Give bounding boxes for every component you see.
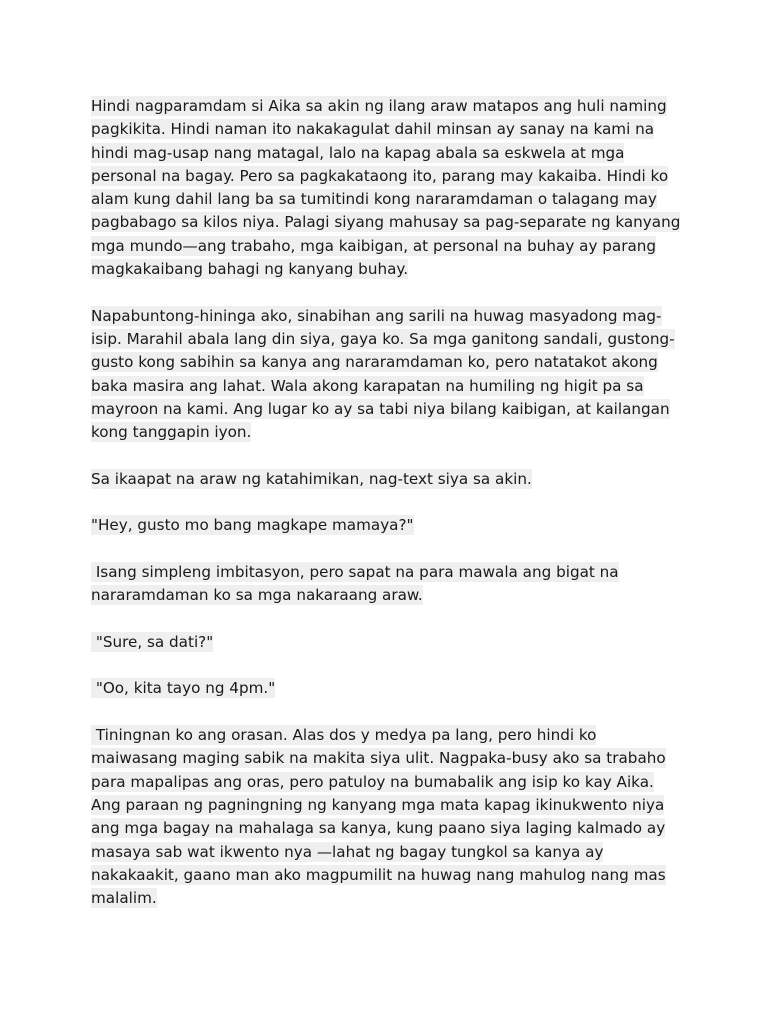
text-line: magkakaibang bahagi ng kanyang buhay. bbox=[91, 260, 409, 279]
text-line: pagbabago sa kilos niya. Palagi siyang mahusay sa pag-separate ng kanyang bbox=[91, 213, 681, 232]
paragraph-8 bbox=[91, 724, 691, 910]
text-line: Isang simpleng imbitasyon, pero sapat na para mawala ang bigat na bbox=[91, 562, 619, 581]
document-body bbox=[91, 95, 691, 934]
text-line: alam kung dahil lang ba sa tumitindi kong nararamdaman o talagang may bbox=[91, 190, 657, 209]
text-line: "Hey, gusto mo bang magkape mamaya?" bbox=[91, 516, 414, 535]
text-line: "Oo, kita tayo ng 4pm." bbox=[91, 679, 276, 698]
text-line: Ang paraan ng pagningning ng kanyang mga mata kapag ikinukwento niya bbox=[91, 795, 665, 814]
text-line: pagkikita. Hindi naman ito nakakagulat dahil minsan ay sanay na kami na bbox=[91, 120, 655, 139]
text-line: Tiningnan ko ang orasan. Alas dos y medya pa lang, pero hindi ko bbox=[91, 726, 597, 745]
text-line: kong tanggapin iyon. bbox=[91, 423, 252, 442]
text-line: para mapalipas ang oras, pero patuloy na bumabalik ang isip ko kay Aika. bbox=[91, 772, 654, 791]
text-line: ang mga bagay na mahalaga sa kanya, kung paano siya laging kalmado ay bbox=[91, 819, 666, 838]
text-line: maiwasang maging sabik na makita siya ulit. Nagpaka-busy ako sa trabaho bbox=[91, 749, 666, 768]
text-line: Napabuntong-hininga ako, sinabihan ang sarili na huwag masyadong mag- bbox=[91, 306, 662, 325]
text-line: hindi mag-usap nang matagal, lalo na kapag abala sa eskwela at mga bbox=[91, 143, 625, 162]
text-line: mayroon na kami. Ang lugar ko ay sa tabi niya bilang kaibigan, at kailangan bbox=[91, 399, 670, 418]
paragraph-7-dialogue bbox=[91, 677, 691, 700]
paragraph-4-dialogue bbox=[91, 514, 691, 537]
text-line: baka masira ang lahat. Wala akong karapatan na humiling ng higit pa sa bbox=[91, 376, 644, 395]
text-line: personal na bagay. Pero sa pagkakataong ito, parang may kakaiba. Hindi ko bbox=[91, 166, 669, 185]
text-line: nararamdaman ko sa mga nakaraang araw. bbox=[91, 586, 423, 605]
paragraph-5 bbox=[91, 561, 691, 608]
text-line: nakakaakit, gaano man ako magpumilit na huwag nang mahulog nang mas bbox=[91, 865, 666, 884]
text-line: mga mundo—ang trabaho, mga kaibigan, at personal na buhay ay parang bbox=[91, 236, 657, 255]
text-line: gusto kong sabihin sa kanya ang nararamdaman ko, pero natatakot akong bbox=[91, 353, 658, 372]
text-line: Sa ikaapat na araw ng katahimikan, nag-text siya sa akin. bbox=[91, 469, 532, 488]
text-line: Hindi nagparamdam si Aika sa akin ng ilang araw matapos ang huli naming bbox=[91, 97, 667, 115]
paragraph-2 bbox=[91, 305, 691, 445]
paragraph-3 bbox=[91, 468, 691, 491]
paragraph-1 bbox=[91, 95, 691, 281]
text-line: isip. Marahil abala lang din siya, gaya ko. Sa mga ganitong sandali, gustong- bbox=[91, 329, 675, 348]
paragraph-6-dialogue bbox=[91, 631, 691, 654]
text-line: malalim. bbox=[91, 889, 157, 908]
text-line: masaya sab wat ikwento nya —lahat ng bagay tungkol sa kanya ay bbox=[91, 842, 604, 861]
text-line: "Sure, sa dati?" bbox=[91, 632, 214, 651]
